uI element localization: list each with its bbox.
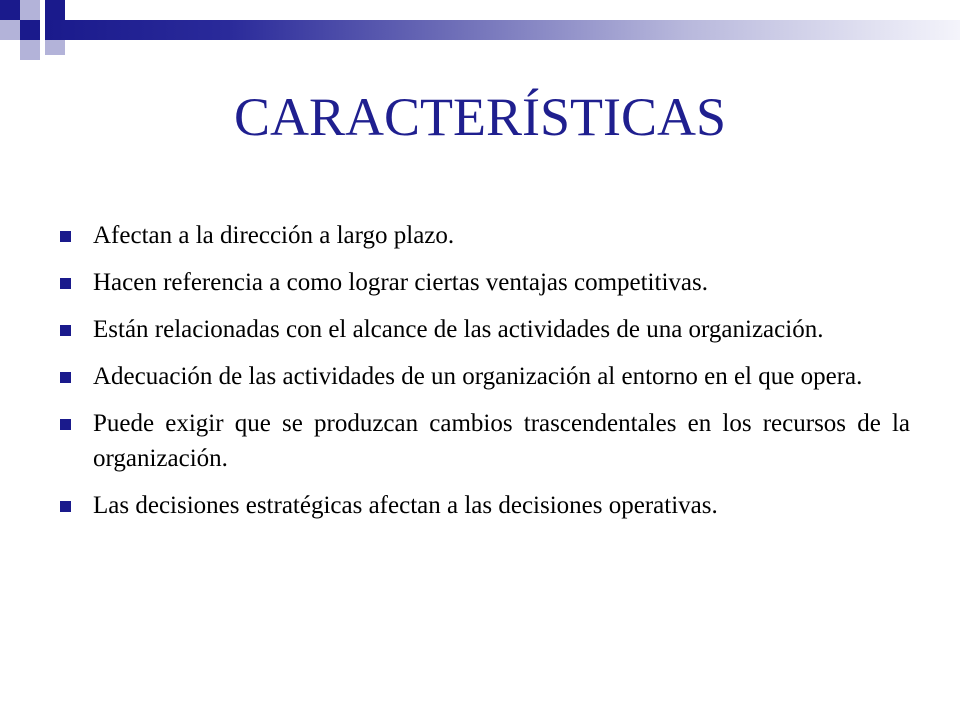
- bullet-item: [60, 218, 910, 253]
- decorative-square: [0, 20, 20, 40]
- square-bullet-icon: [60, 372, 71, 383]
- header-gradient-bar: [45, 20, 960, 40]
- decorative-header: [0, 0, 960, 60]
- decorative-square: [45, 0, 65, 20]
- bullet-text: Las decisiones estratégicas afectan a las decisiones operativas.: [93, 492, 718, 519]
- square-bullet-icon: [60, 278, 71, 289]
- square-bullet-icon: [60, 231, 71, 242]
- decorative-square: [20, 0, 40, 20]
- decorative-square: [20, 20, 40, 40]
- bullet-text: Puede exigir que se produzcan cambios trascendentales en los recursos de la organización.: [93, 410, 910, 472]
- bullet-item: [60, 406, 910, 476]
- bullet-item: [60, 312, 910, 347]
- decorative-square: [45, 40, 65, 55]
- bullet-item: [60, 359, 910, 394]
- bullet-text: Adecuación de las actividades de un organización al entorno en el que opera.: [93, 363, 863, 390]
- slide-title: CARACTERÍSTICAS: [233, 87, 727, 147]
- bullet-text: Hacen referencia a como lograr ciertas ventajas competitivas.: [93, 269, 708, 296]
- bullet-item: [60, 488, 910, 523]
- bullet-list: [60, 218, 910, 535]
- square-bullet-icon: [60, 501, 71, 512]
- square-bullet-icon: [60, 325, 71, 336]
- decorative-square: [20, 40, 40, 60]
- bullet-text: Están relacionadas con el alcance de las actividades de una organización.: [93, 316, 824, 343]
- bullet-text: Afectan a la dirección a largo plazo.: [93, 222, 455, 249]
- bullet-item: [60, 265, 910, 300]
- square-bullet-icon: [60, 419, 71, 430]
- decorative-square: [0, 0, 20, 20]
